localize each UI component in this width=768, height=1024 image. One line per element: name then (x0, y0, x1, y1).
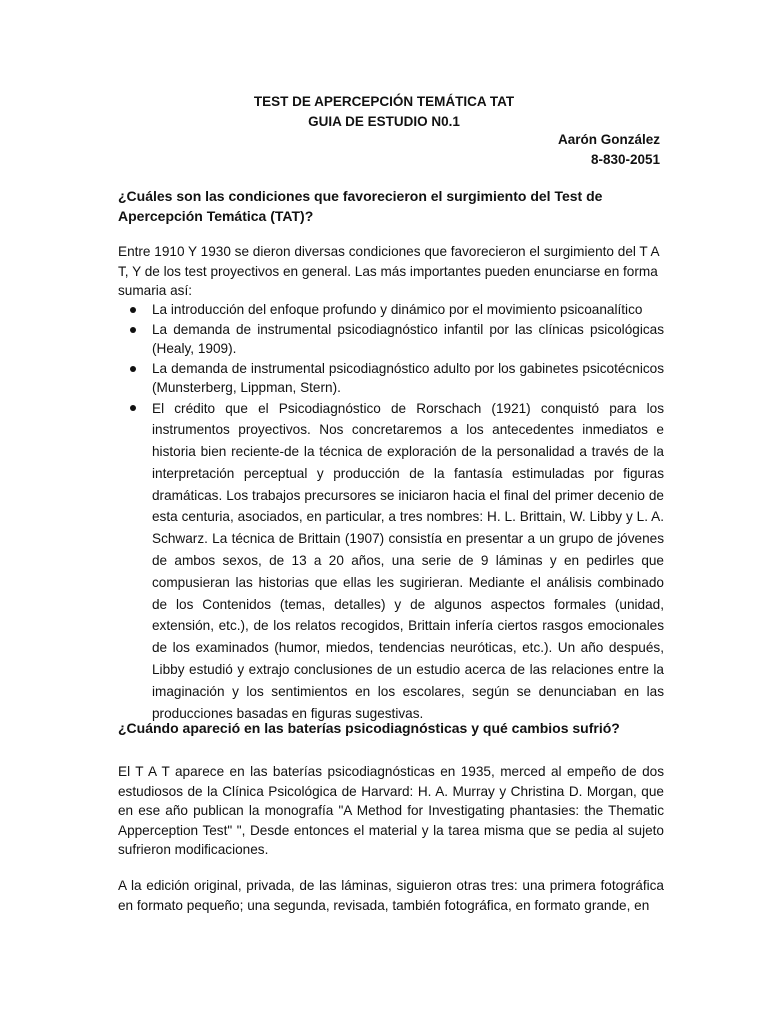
list-item (118, 320, 664, 359)
paragraph-tat-history: El T A T aparece en las baterías psicodiagnósticas en 1935, merced al empeño de dos estudiosos de la Clínica Psicológica de Harvard: H. A. Murray y Christina D. Morgan, que en ese año publican la monografía "A Method for Investigating phantasies: the Thematic Apperception Test" ", Desde entonces el material y la tarea misma que se pedia al sujeto sufrieron modificaciones. (118, 764, 664, 857)
list-item (118, 398, 664, 725)
document-title: TEST DE APERCEPCIÓN TEMÁTICA TAT (253, 94, 515, 109)
list-item-text: La demanda de instrumental psicodiagnóstico adulto por los gabinetes psicotécnicos (Munsterberg, Lippman, Stern). (152, 360, 664, 395)
bullet-icon (130, 366, 136, 372)
author-id: 8-830-2051 (590, 152, 660, 167)
question-2: ¿Cuándo apareció en las baterías psicodiagnósticas y qué cambios sufrió? (118, 720, 620, 736)
list-item-text: La introducción del enfoque profundo y dinámico por el movimiento psicoanalítico (152, 302, 643, 317)
bullet-icon (130, 405, 136, 411)
document-subtitle: GUIA DE ESTUDIO N0.1 (308, 114, 460, 129)
intro-paragraph: Entre 1910 Y 1930 se dieron diversas condiciones que favorecieron el surgimiento del T A T, Y de los test proyectivos en general. Las más importantes pueden enunciarse en forma sumaria así: (118, 244, 659, 298)
bullet-icon (130, 327, 136, 333)
conditions-list (118, 300, 664, 724)
list-item (118, 300, 664, 320)
paragraph-editions: A la edición original, privada, de las láminas, siguieron otras tres: una primera fotográfica en formato pequeño; una segunda, revisada, también fotográfica, en formato grande, en (118, 878, 664, 913)
list-item (118, 359, 664, 398)
question-1: ¿Cuáles son las condiciones que favorecieron el surgimiento del Test de Apercepción Temática (TAT)? (118, 188, 603, 224)
list-item-text: La demanda de instrumental psicodiagnóstico infantil por las clínicas psicológicas (Healy, 1909). (152, 321, 664, 356)
author-name: Aarón González (557, 132, 660, 147)
list-item-text: El crédito que el Psicodiagnóstico de Rorschach (1921) conquistó para los instrumentos proyectivos. Nos concretaremos a los antecedentes inmediatos e historia bien reciente-de la técnica de exploración de la personalidad a través de la interpretación perceptual y producción de la fantasía estimuladas por figuras dramáticas. Los trabajos precursores se iniciaron hacia el final del primer decenio de esta centuria, asociados, en particular, a tres nombres: H. L. Brittain, W. Libby y L. A. Schwarz. La técnica de Brittain (1907) consistía en presentar a un grupo de jóvenes de ambos sexos, de 13 a 20 años, una serie de 9 láminas y en pedirles que compusieran las historias que ellas les sugirieran. Mediante el análisis combinado de los Contenidos (temas, detalles) y de algunos aspectos formales (unidad, extensión, etc.), de los relatos recogidos, Brittain infería ciertos rasgos emocionales de los examinados (humor, miedos, tendencias neuróticas, etc.). Un año después, Libby estudió y extrajo conclusiones de un estudio acerca de las relaciones entre la imaginación y los sentimientos en los escolares, según se denunciaban en las producciones basadas en figuras sugestivas. (152, 400, 664, 721)
bullet-icon (130, 307, 136, 313)
